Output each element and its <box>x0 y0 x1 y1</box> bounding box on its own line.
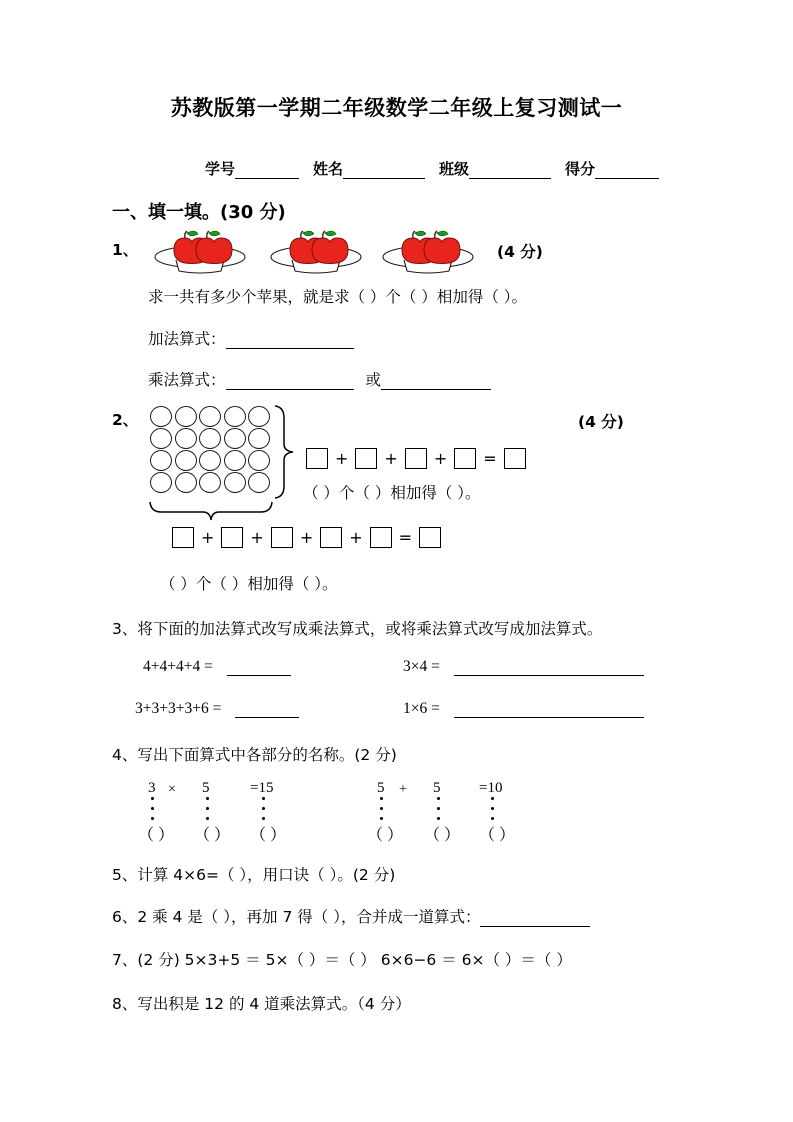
student-info-blank[interactable] <box>343 164 425 179</box>
sum: =10 <box>479 780 503 796</box>
answer-paren-a[interactable]: （ ） <box>367 827 404 844</box>
answer-box[interactable] <box>221 527 243 548</box>
section-heading-fill-in: 一、填一填。(30 分) <box>112 202 286 223</box>
student-info-label: 得分 <box>565 160 596 178</box>
grid-right-brace-icon <box>272 404 296 500</box>
apple-plate-graphic <box>152 229 248 275</box>
plus-sign: + <box>335 449 349 468</box>
grid-circle <box>175 450 197 471</box>
grid-circle <box>224 450 246 471</box>
question-6-text: 2 乘 4 是（ ），再加 7 得（ ），合并成一道算式： <box>137 908 481 926</box>
question-6-answer-blank[interactable] <box>480 912 590 927</box>
question-7-text: (2 分) 5×3+5 ＝ 5×（ ）＝（ ） 6×6−6 ＝ 6×（ ）＝（ ） <box>137 951 572 969</box>
question-1-addition-row <box>148 327 354 349</box>
apple-plate-1 <box>152 229 248 280</box>
answer-box[interactable] <box>405 448 427 469</box>
multiplication-formula-blank-1[interactable] <box>226 375 354 390</box>
multiplication-formula-label: 乘法算式： <box>148 371 226 389</box>
question-1-points: (4 分) <box>497 243 543 261</box>
equals-sign: = <box>483 449 497 468</box>
question-3-number: 3、 <box>112 620 138 638</box>
grid-circle <box>248 472 270 493</box>
answer-blank[interactable] <box>235 703 299 718</box>
answer-paren-c[interactable]: （ ） <box>479 827 516 844</box>
question-4-number: 4、 <box>112 746 138 764</box>
or-label: 或 <box>365 371 382 389</box>
expression: 4+4+4+4 = <box>143 658 213 675</box>
addition-formula-blank[interactable] <box>226 334 354 349</box>
product: =15 <box>250 780 274 796</box>
question-5-number: 5、 <box>112 866 138 884</box>
factor-a: 3 <box>148 780 156 796</box>
grid-circle <box>224 406 246 427</box>
grid-circle <box>150 450 172 471</box>
question-3-prompt: 将下面的加法算式改写成乘法算式，或将乘法算式改写成加法算式。 <box>137 620 603 638</box>
answer-paren-c[interactable]: （ ） <box>250 827 287 844</box>
question-1-prompt: 求一共有多少个苹果，就是求（ ）个（ ）相加得（ ）。 <box>148 288 528 306</box>
plus-sign: + <box>433 449 448 468</box>
apple-plate-graphic <box>380 229 476 275</box>
grid-circle <box>175 406 197 427</box>
student-info-field-xuehao <box>205 158 299 179</box>
answer-blank[interactable] <box>454 661 644 676</box>
student-info-field-xingming <box>313 158 425 179</box>
plus-sign: + <box>349 528 363 547</box>
plus-sign: + <box>201 528 215 547</box>
question-8-row <box>112 992 411 1014</box>
answer-box[interactable] <box>504 448 526 469</box>
answer-paren-b[interactable]: （ ） <box>424 827 461 844</box>
plus-sign: + <box>384 449 398 468</box>
answer-box[interactable] <box>306 448 328 469</box>
answer-box[interactable] <box>454 448 476 469</box>
question-2-points: (4 分) <box>578 413 624 431</box>
student-info-blank[interactable] <box>235 164 299 179</box>
addend-b: 5 <box>433 780 441 796</box>
answer-blank[interactable] <box>227 661 291 676</box>
question-8-text: 写出积是 12 的 4 道乘法算式。（4 分） <box>137 995 411 1013</box>
question-2-text-top: （ ）个（ ）相加得（ ）。 <box>303 484 481 502</box>
expression: 3+3+3+3+6 = <box>135 700 222 717</box>
student-info-row <box>205 158 659 179</box>
grid-circle <box>199 472 221 493</box>
expression: 3×4 = <box>403 658 440 675</box>
student-info-label: 学号 <box>205 160 236 178</box>
grid-circle <box>150 406 172 427</box>
answer-box[interactable] <box>370 527 392 548</box>
answer-box[interactable] <box>320 527 342 548</box>
answer-blank[interactable] <box>454 703 644 718</box>
answer-paren-b[interactable]: （ ） <box>194 827 231 844</box>
question-8-number: 8、 <box>112 995 138 1013</box>
grid-circle <box>224 428 246 449</box>
multiplication-formula-blank-2[interactable] <box>381 375 491 390</box>
grid-circle <box>248 428 270 449</box>
question-2-equation-top <box>306 448 526 469</box>
equals-sign: = <box>398 528 413 547</box>
grid-circle <box>248 450 270 471</box>
student-info-label: 班级 <box>439 160 470 178</box>
grid-circle <box>248 406 270 427</box>
answer-box[interactable] <box>172 527 194 548</box>
question-7-number: 7、 <box>112 951 138 969</box>
grid-circle <box>199 450 221 471</box>
student-info-blank[interactable] <box>469 164 551 179</box>
answer-paren-a[interactable]: （ ） <box>138 827 175 844</box>
expression: 1×6 = <box>403 700 440 717</box>
grid-circle <box>150 472 172 493</box>
grid-circle <box>199 406 221 427</box>
grid-circle <box>175 428 197 449</box>
student-info-field-defen <box>565 158 659 179</box>
question-6-row <box>112 905 590 927</box>
answer-box[interactable] <box>419 527 441 548</box>
apple-plate-graphic <box>268 229 364 275</box>
question-2-number: 2、 <box>112 411 139 429</box>
plus-sign: + <box>399 782 407 797</box>
grid-circle <box>224 472 246 493</box>
circle-grid <box>150 406 273 494</box>
page-title: 苏教版第一学期二年级数学二年级上复习测试一 <box>170 96 623 120</box>
grid-circle <box>175 472 197 493</box>
question-5-row <box>112 863 395 885</box>
question-3-item-2 <box>403 658 644 676</box>
question-6-number: 6、 <box>112 908 138 926</box>
apple-plate-2 <box>268 229 364 280</box>
addend-a: 5 <box>377 780 385 796</box>
question-2-text-bottom: （ ）个（ ）相加得（ ）。 <box>160 575 338 593</box>
question-3-prompt-row <box>112 617 602 639</box>
plus-sign: + <box>250 528 264 547</box>
grid-circle <box>150 428 172 449</box>
student-info-blank[interactable] <box>595 164 659 179</box>
question-5-text: 计算 4×6=（ ），用口诀（ ）。(2 分) <box>137 866 396 884</box>
grid-bottom-brace-icon <box>148 500 274 522</box>
question-3-item-3 <box>135 700 299 718</box>
question-7-row <box>112 948 572 970</box>
question-3-item-4 <box>403 700 644 718</box>
student-info-label: 姓名 <box>313 160 344 178</box>
question-4-expression-left <box>140 780 380 842</box>
question-1-number: 1、 <box>112 241 139 259</box>
multiply-sign: × <box>168 782 176 797</box>
addition-formula-label: 加法算式： <box>148 330 226 348</box>
answer-box[interactable] <box>355 448 377 469</box>
question-2-equation-bottom <box>172 527 441 548</box>
question-4-prompt-row <box>112 743 397 765</box>
answer-box[interactable] <box>271 527 293 548</box>
question-4-prompt: 写出下面算式中各部分的名称。(2 分) <box>137 746 397 764</box>
question-1-multiplication-row <box>148 368 491 390</box>
question-3-item-1 <box>143 658 291 676</box>
question-4-expression-right <box>369 780 609 842</box>
apple-plate-3 <box>380 229 476 280</box>
student-info-field-banji <box>439 158 551 179</box>
grid-circle <box>199 428 221 449</box>
plus-sign: + <box>299 528 314 547</box>
factor-b: 5 <box>202 780 210 796</box>
